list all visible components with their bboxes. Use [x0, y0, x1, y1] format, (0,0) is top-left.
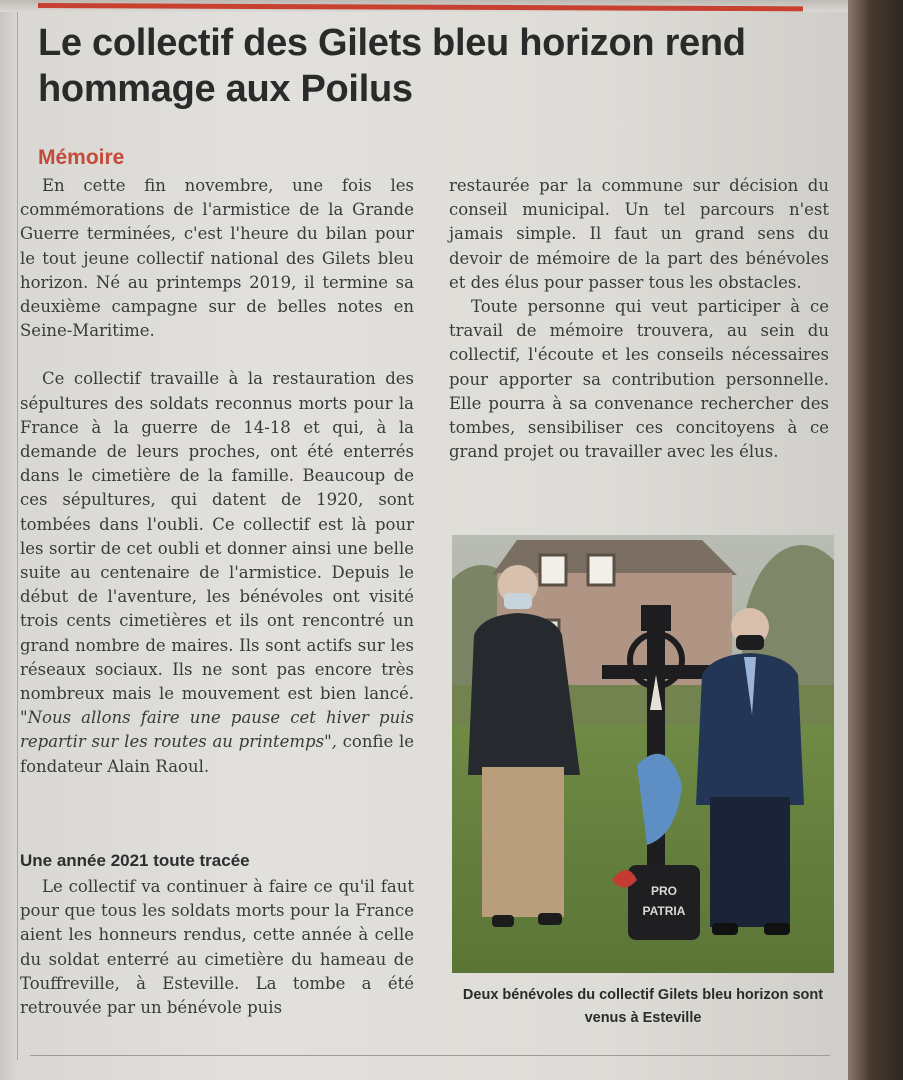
page-edge-shadow — [848, 0, 903, 1080]
article-column-left-continued — [20, 875, 414, 1020]
plaque-text-pro: PRO — [650, 884, 678, 898]
quote-attribution: confie le fondateur Alain Raoul. — [20, 732, 415, 776]
bottom-rule — [30, 1055, 830, 1056]
column-divider — [17, 10, 18, 1060]
article-column-left — [20, 174, 414, 779]
article-photo — [452, 535, 834, 973]
section-subheading: Une année 2021 toute tracée — [20, 851, 250, 870]
article-headline: Le collectif des Gilets bleu horizon rend hommage aux Poilus — [38, 22, 746, 110]
paragraph-collectif-text: Ce collectif travaille à la restauration des sépultures des soldats reconnus morts pour la France à la guerre de 14-18 et qui, à la demande de leurs proches, ont été enterrés dans le cimetière de la famille. Beaucoup de ces sépultures, qui datent de 1920, sont tombées dans l'oubli. Ce collectif est là pour les sortir de cet oubli et donner ainsi une belle suite au centenaire de l'armistice. Depuis le début de l'aventure, les bénévoles ont visité trois cents cimetières et ils ont rencontré un grand nombre de maires. Ils sont actifs sur les réseaux sociaux. Ils ne sont pas encore très nombreux mais le mouvement est bien lancé. — [20, 369, 414, 704]
paragraph-intro: En cette fin novembre, une fois les commémorations de l'armistice de la Grande Guerre terminées, c'est l'heure du bilan pour le tout jeune collectif national des Gilets bleu horizon. Né au printemps 2019, il termine sa deuxième campagne sur de belles notes en Seine-Maritime. — [20, 176, 414, 341]
photo-caption: Deux bénévoles du collectif Gilets bleu horizon sont venus à Esteville — [462, 987, 824, 1026]
paragraph-collectif — [20, 367, 414, 778]
paragraph-2021: Le collectif va continuer à faire ce qu'il faut pour que tous les soldats morts pour la France aient les honneurs rendus, cette année à celle du soldat enterré au cimetière du hameau de Touffreville, à Esteville. La tombe a été retrouvée par un bénévole puis — [20, 877, 414, 1018]
plaque-text-patria: PATRIA — [642, 904, 686, 918]
paragraph-restauration: restaurée par la commune sur décision du conseil municipal. Un tel parcours n'est jamais simple. Il faut un grand sens du devoir de mémoire de la part des bénévoles et des élus pour passer tous les obstacles. — [449, 176, 829, 292]
founder-quote: "Nous allons faire une pause cet hiver puis repartir sur les routes au printemps", — [20, 708, 414, 752]
section-rubric: Mémoire — [38, 146, 125, 169]
paragraph-participation: Toute personne qui veut participer à ce travail de mémoire trouvera, au sein du collectif, l'écoute et les conseils nécessaires pour apporter sa contribution personnelle. Elle pourra à sa convenance rechercher des tombes, sensibiliser ces concitoyens à ce grand projet ou travailler avec les élus. — [449, 297, 829, 462]
previous-column-edge — [0, 0, 18, 1080]
article-column-right — [449, 174, 829, 464]
photo-illustration — [452, 535, 834, 973]
